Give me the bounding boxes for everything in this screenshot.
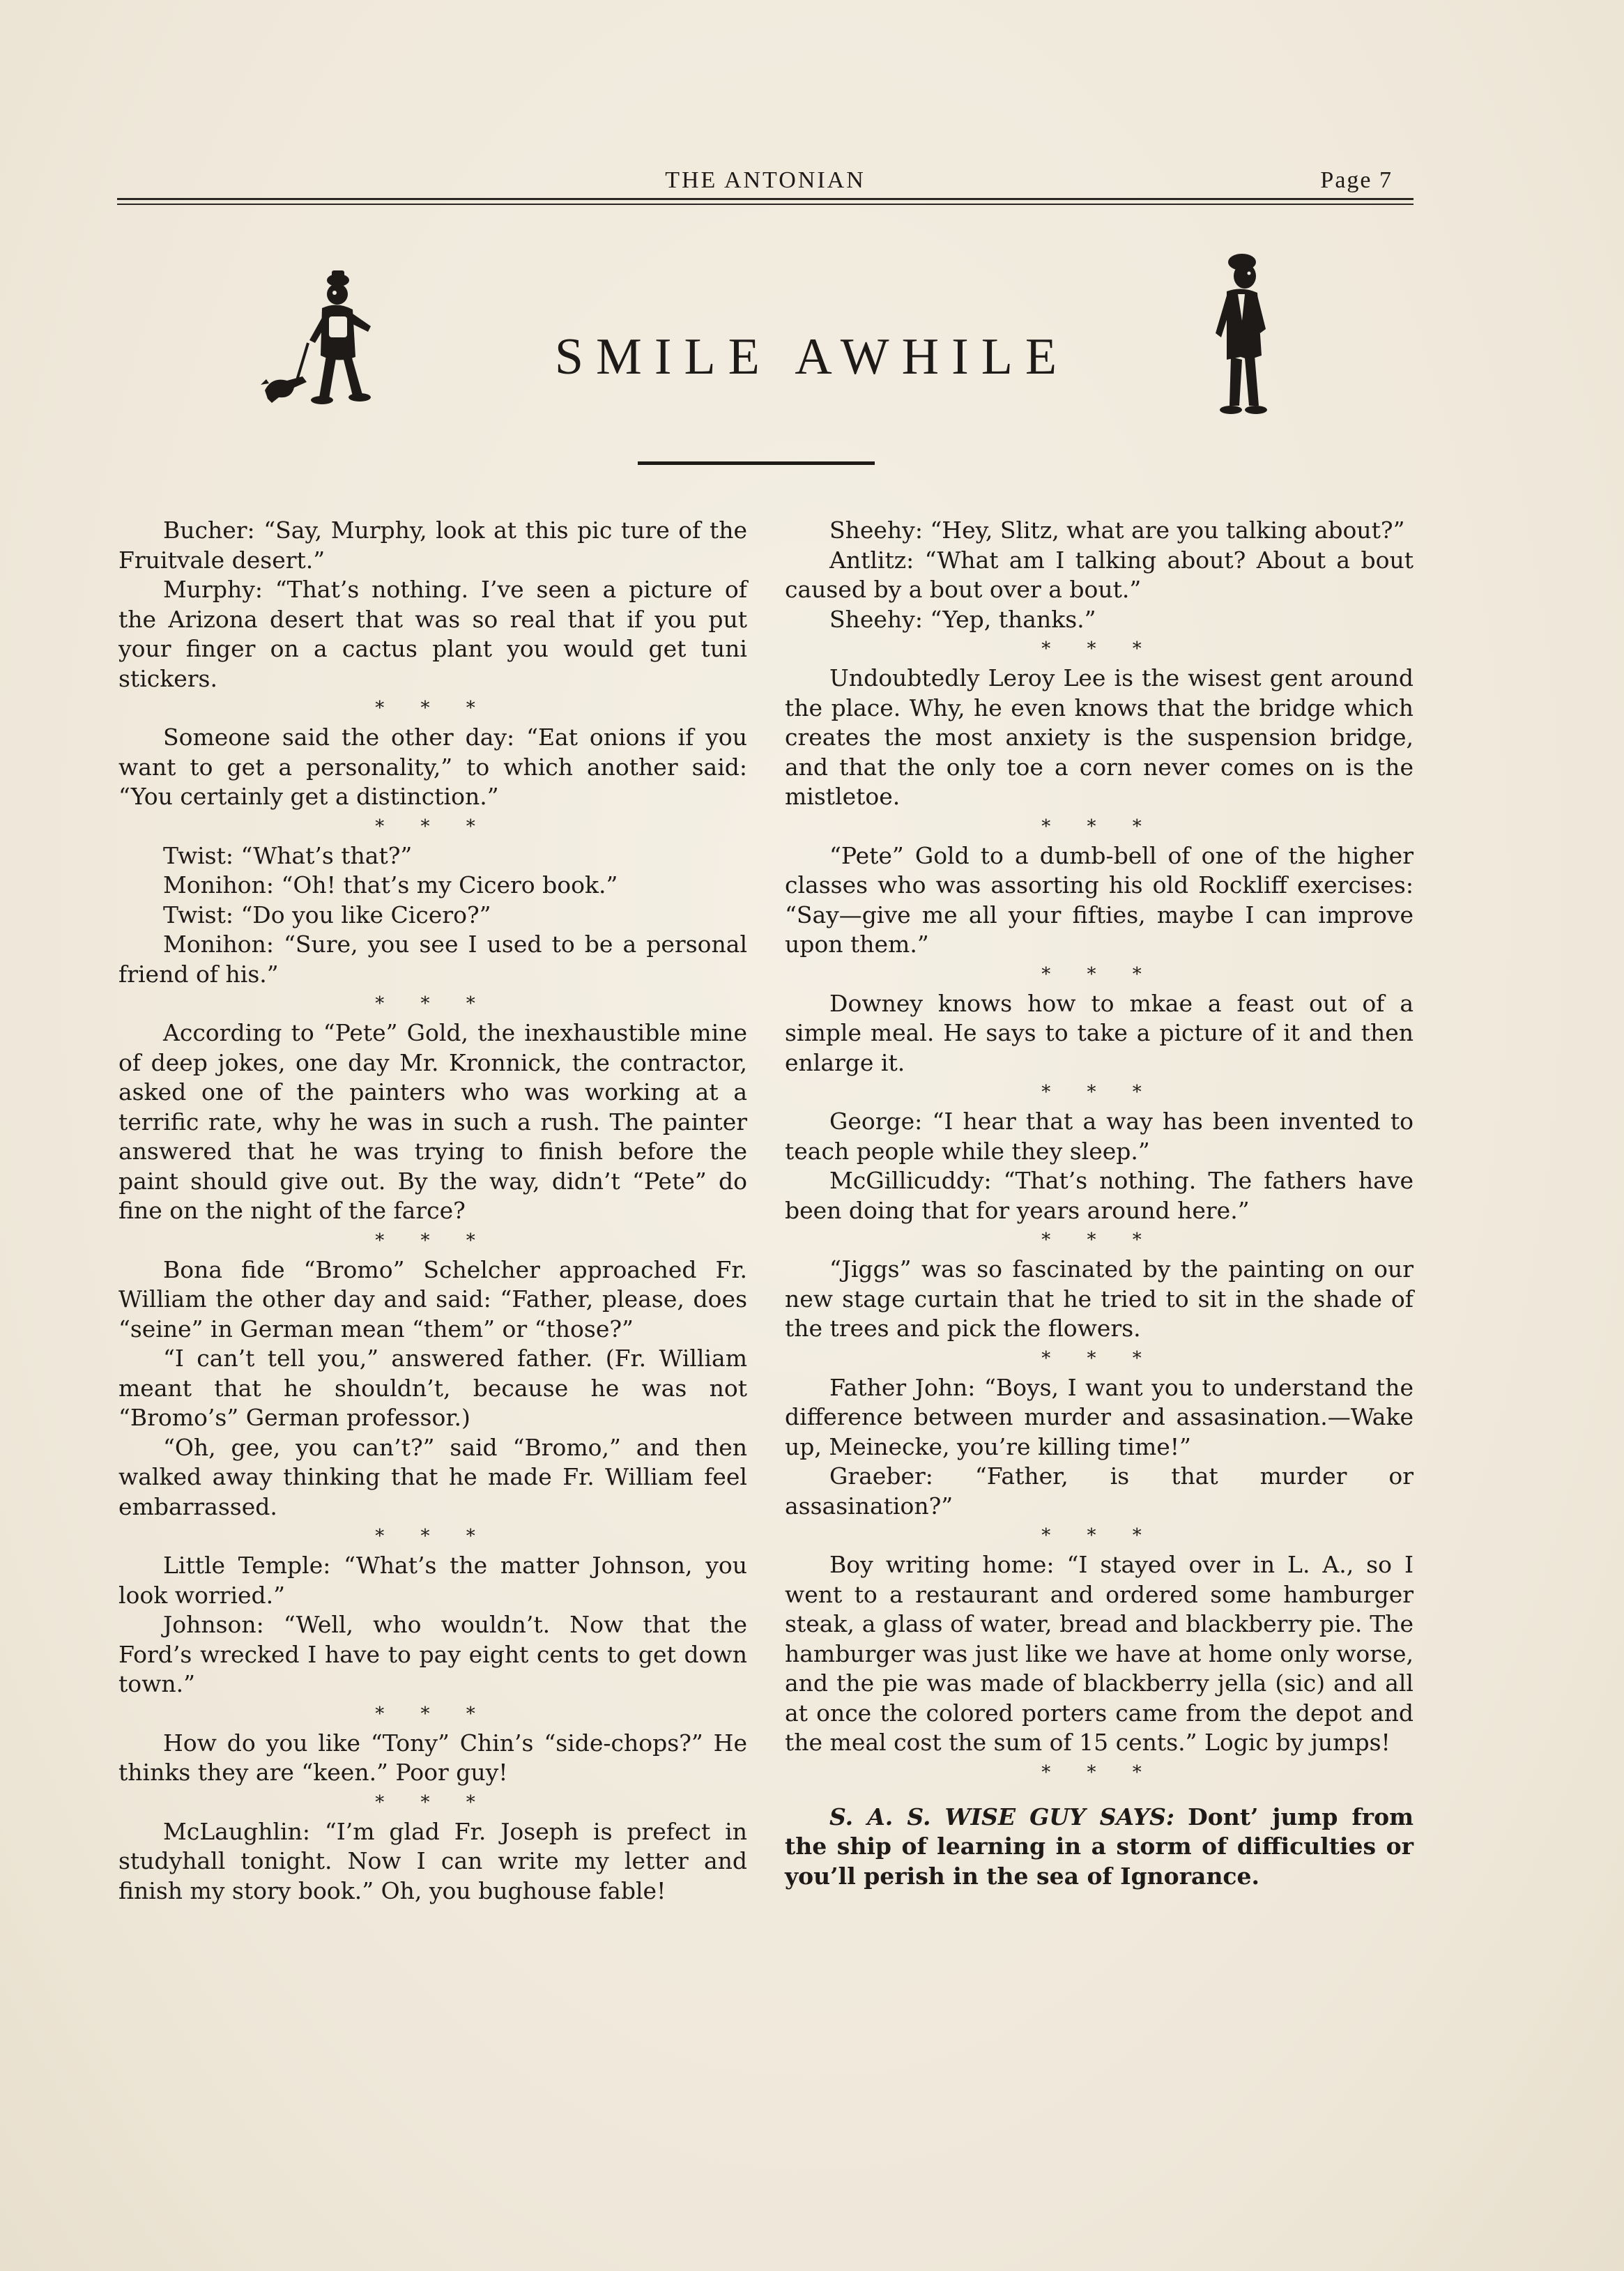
separator-asterisks: * * * (1041, 1761, 1157, 1783)
joke-paragraph: How do you like “Tony” Chin’s “side-chops?” He thinks they are “keen.” Poor guy! (118, 1729, 747, 1786)
right-column (785, 516, 1414, 1891)
joke-paragraph: “Jiggs” was so fascinated by the painting on our new stage curtain that he tried to sit in the shade of the trees and pick the flowers. (785, 1255, 1414, 1342)
separator-asterisks: * * * (1041, 1082, 1157, 1103)
separator-asterisks: * * * (375, 993, 491, 1014)
wise-guy-text: Dont’ jump from the ship of learning in a storm of difficulties or you’ll perish in the sea of Ignorance. (785, 1803, 1414, 1890)
header-rule-bottom (117, 204, 1414, 205)
joke-paragraph: Monihon: “Sure, you see I used to be a personal friend of his.” (118, 931, 747, 988)
joke-paragraph: Someone said the other day: “Eat onions if you want to get a personality,” to which another said: “You certainly get a distinction.” (118, 724, 747, 810)
joke-paragraph: Undoubtedly Leroy Lee is the wisest gent around the place. Why, he even knows that the bridge which creates the most anxiety is the suspension bridge, and that the only toe a corn never comes on is the mistletoe. (785, 664, 1414, 810)
joke-paragraph: Twist: “Do you like Cicero?” (163, 901, 491, 928)
right-column-items (785, 516, 1414, 1787)
joke-paragraph: Little Temple: “What’s the matter Johnson, you look worried.” (118, 1552, 747, 1609)
spacer (785, 1787, 1414, 1803)
page-number: Page 7 (1320, 167, 1393, 193)
joke-paragraph: “I can’t tell you,” answered father. (Fr. William meant that he shouldn’t, because he was not “Bromo’s” German professor.) (118, 1345, 747, 1431)
wise-guy-saying (785, 1803, 1414, 1892)
joke-paragraph: Sheehy: “Hey, Slitz, what are you talking about?” (829, 517, 1405, 544)
separator-asterisks: * * * (1041, 816, 1157, 837)
joke-paragraph: McLaughlin: “I’m glad Fr. Joseph is prefect in studyhall tonight. Now I can write my letter and finish my story book.” Oh, you bughouse fable! (118, 1817, 747, 1904)
separator-asterisks: * * * (375, 1526, 491, 1547)
joke-paragraph: Twist: “What’s that?” (163, 841, 413, 869)
running-header (117, 167, 1414, 209)
separator-asterisks: * * * (375, 1791, 491, 1813)
wise-guy-label: S. A. S. WISE GUY SAYS: (829, 1803, 1175, 1830)
joke-paragraph: Sheehy: “Yep, thanks.” (829, 605, 1096, 633)
joke-paragraph: “Oh, gee, you can’t?” said “Bromo,” and then walked away thinking that he made Fr. William feel embarrassed. (118, 1433, 747, 1520)
separator-asterisks: * * * (1041, 1525, 1157, 1546)
joke-paragraph: Johnson: “Well, who wouldn’t. Now that the Ford’s wrecked I have to pay eight cents to get down town.” (118, 1611, 747, 1697)
joke-paragraph: Bucher: “Say, Murphy, look at this pic ture of the Fruitvale desert.” (118, 517, 747, 574)
separator-asterisks: * * * (1041, 639, 1157, 659)
separator-asterisks: * * * (375, 816, 491, 837)
separator-asterisks: * * * (1041, 1230, 1157, 1251)
separator-asterisks: * * * (1041, 1347, 1157, 1369)
joke-paragraph: Monihon: “Oh! that’s my Cicero book.” (163, 871, 618, 899)
joke-paragraph: Father John: “Boys, I want you to understand the difference between murder and assasination.—Wake up, Meinecke, you’re killing time!” (785, 1373, 1414, 1460)
publication-name: THE ANTONIAN (665, 167, 866, 193)
page-title: SMILE AWHILE (554, 328, 1070, 385)
joke-paragraph: McGillicuddy: “That’s nothing. The fathers have been doing that for years around here.” (785, 1167, 1414, 1224)
standing-man-illustration (1199, 251, 1282, 418)
header-rule-top (117, 198, 1414, 200)
joke-paragraph: Boy writing home: “I stayed over in L. A., so I went to a restaurant and ordered some hamburger steak, a glass of water, bread and blackberry pie. The hamburger was just like we have at home only worse, and the pie was made of blackberry jella (sic) and all at once the colored porters came from the depot and the meal cost the sum of 15 cents.” Logic by jumps! (785, 1551, 1414, 1756)
separator-asterisks: * * * (1041, 963, 1157, 985)
joke-paragraph: George: “I hear that a way has been invented to teach people while they sleep.” (785, 1108, 1414, 1165)
joke-paragraph: Graeber: “Father, is that murder or assasination?” (785, 1462, 1414, 1520)
joke-paragraph: Antlitz: “What am I talking about? About a bout caused by a bout over a bout.” (785, 546, 1414, 603)
separator-asterisks: * * * (375, 1703, 491, 1725)
joke-paragraph: According to “Pete” Gold, the inexhaustible mine of deep jokes, one day Mr. Kronnick, the contractor, asked one of the painters who was working at a terrific rate, why he was in such a rush. The painter answered that he was trying to finish before the paint should give out. By the way, didn’t “Pete” do fine on the night of the farce? (118, 1019, 747, 1224)
title-underline (638, 461, 875, 465)
left-column (118, 516, 747, 1906)
joke-paragraph: “Pete” Gold to a dumb-bell of one of the higher classes who was assorting his old Rockliff exercises: “Say—give me all your fifties, maybe I can improve upon them.” (785, 841, 1414, 958)
joke-paragraph: Downey knows how to mkae a feast out of a simple meal. He says to take a picture of it and then enlarge it. (785, 989, 1414, 1076)
separator-asterisks: * * * (375, 1230, 491, 1251)
joke-paragraph: Murphy: “That’s nothing. I’ve seen a picture of the Arizona desert that was so real that if you put your finger on a cactus plant you would get tuni stickers. (118, 576, 747, 692)
joke-paragraph: Bona fide “Bromo” Schelcher approached Fr. William the other day and said: “Father, please, does “seine” in German mean “them” or “those?” (118, 1255, 747, 1343)
separator-asterisks: * * * (375, 698, 491, 719)
walking-man-with-dog-illustration (251, 265, 404, 411)
